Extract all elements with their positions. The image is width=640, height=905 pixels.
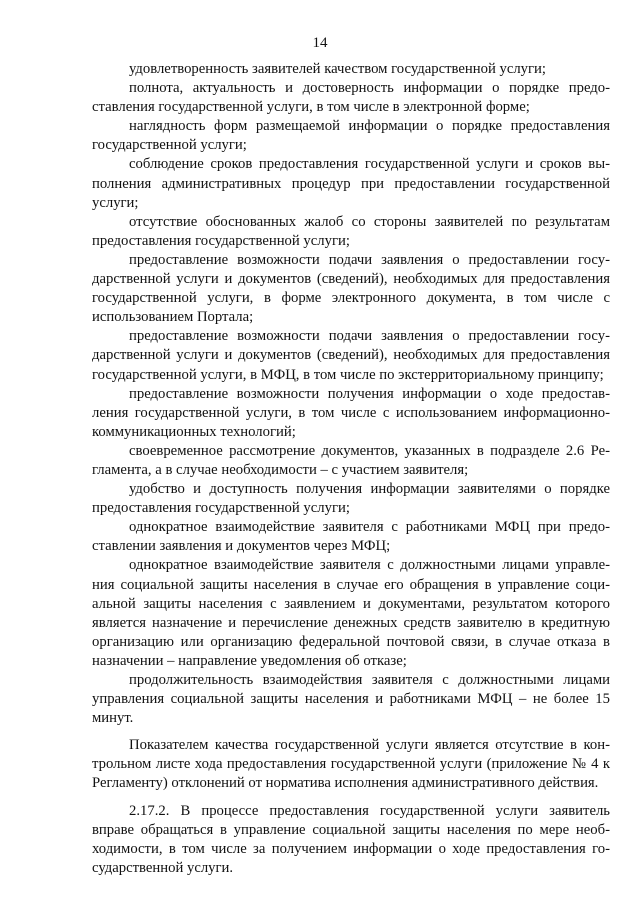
paragraph-timely-review: своевременное рассмотрение документов, указанных в подразделе 2.6 Регламента, а в случае необходимости – с участием заявителя; xyxy=(92,442,610,478)
paragraph-satisfaction: удовлетворенность заявителей качеством государственной услуги; xyxy=(129,61,546,77)
paragraph-interaction-duration: продолжительность взаимодействия заявителя с должностными лицами управления социальной защиты населения и работниками МФЦ – не более 15 минут. xyxy=(92,672,610,727)
page-number: 14 xyxy=(312,35,328,51)
paragraph-progress-information: предоставление возможности получения информации о ходе предоставления государственной услуги, в том числе с использованием информационно-коммуникационных технологий; xyxy=(92,385,610,440)
paragraph-deadline-compliance: соблюдение сроков предоставления государственной услуги и сроков выполнения административных процедур при предоставлении государственной услуги; xyxy=(92,156,610,211)
paragraph-accessibility: удобство и доступность получения информации заявителями о порядке предоставления государственной услуги; xyxy=(92,481,610,517)
paragraph-electronic-submission: предоставление возможности подачи заявления о предоставлении государственной услуги и документов (сведений), необходимых для предоставления государственной услуги, в форме электронного документа, в том числе с использованием Портала; xyxy=(92,251,610,326)
paragraph-mfc-interaction: однократное взаимодействие заявителя с работниками МФЦ при предоставлении заявления и документов через МФЦ; xyxy=(92,519,610,555)
document-body xyxy=(92,60,610,878)
paragraph-information-completeness: полнота, актуальность и достоверность информации о порядке предоставления государственной услуги, в том числе в электронной форме; xyxy=(92,80,610,116)
paragraph-no-complaints: отсутствие обоснованных жалоб со стороны заявителей по результатам предоставления государственной услуги; xyxy=(92,213,610,249)
paragraph-quality-indicator: Показателем качества государственной услуги является отсутствие в контрольном листе хода предоставления государственной услуги (приложение № 4 к Регламенту) отклонений от норматива исполнения административного действия. xyxy=(92,737,610,792)
paragraph-form-clarity: наглядность форм размещаемой информации о порядке предоставления государственной услуги; xyxy=(92,118,610,154)
paragraph-section-2-17-2: 2.17.2. В процессе предоставления государственной услуги заявитель вправе обращаться в управление социальной защиты населения по мере необходимости, в том числе за получением информации о ходе предоставления государственной услуги. xyxy=(92,802,610,876)
paragraph-mfc-submission: предоставление возможности подачи заявления о предоставлении государственной услуги и документов (сведений), необходимых для предоставления государственной услуги, в МФЦ, в том числе по экстерриториальному принципу; xyxy=(92,328,610,383)
paragraph-official-interaction: однократное взаимодействие заявителя с должностными лицами управления социальной защиты населения в случае его обращения в управление социальной защиты населения с заявлением и документами, результатом которого является назначение и перечисление денежных средств заявителю в кредитную организацию или организацию федеральной почтовой связи, в случае отказа в назначении – направление уведомления об отказе; xyxy=(92,557,610,669)
